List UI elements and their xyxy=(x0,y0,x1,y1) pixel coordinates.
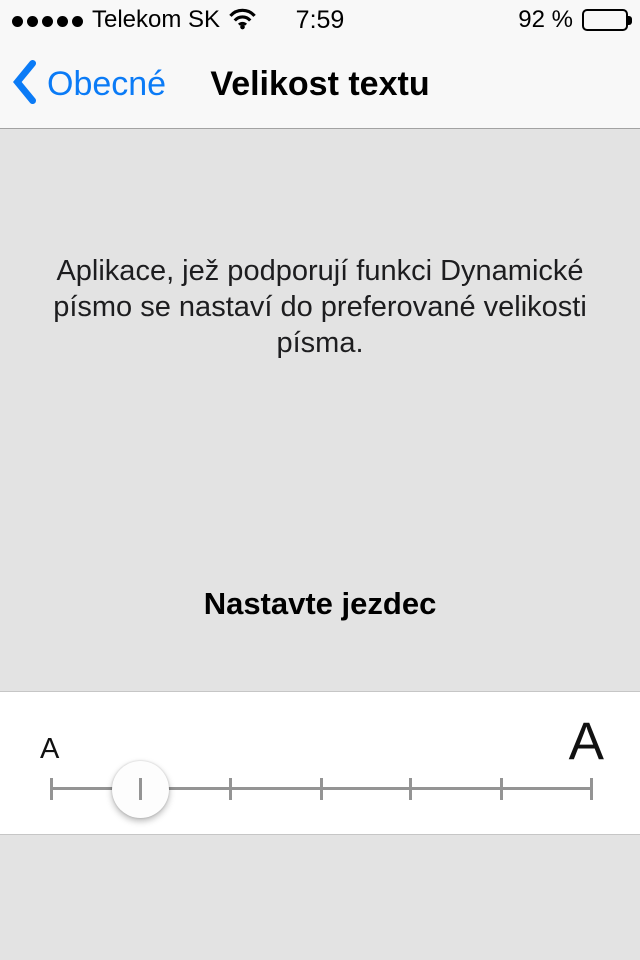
slider-tick xyxy=(409,778,412,800)
text-size-slider-track[interactable] xyxy=(51,778,591,800)
signal-dot xyxy=(42,16,53,27)
signal-dot xyxy=(57,16,68,27)
slider-tick xyxy=(320,778,323,800)
slider-tick xyxy=(500,778,503,800)
description-text xyxy=(40,253,600,361)
wifi-icon xyxy=(228,7,257,37)
status-bar-time: 7:59 xyxy=(295,5,345,34)
slider-tick xyxy=(229,778,232,800)
navigation-bar xyxy=(0,40,640,129)
page-title: Velikost textu xyxy=(210,64,430,103)
content-area xyxy=(0,129,640,960)
battery-icon xyxy=(582,9,628,31)
cell-signal-icon xyxy=(12,16,83,27)
signal-dot xyxy=(27,16,38,27)
slider-tick xyxy=(50,778,53,800)
signal-dot xyxy=(72,16,83,27)
instruction-label: Nastavte jezdec xyxy=(203,586,437,621)
back-button-label: Obecné xyxy=(47,64,167,103)
battery-percent-label: 92 % xyxy=(518,6,573,33)
carrier-label: Telekom SK xyxy=(92,6,221,33)
small-text-size-label: A xyxy=(40,733,60,765)
slider-tick xyxy=(590,778,593,800)
back-chevron-icon xyxy=(13,59,36,110)
slider-tick xyxy=(139,778,142,800)
back-button[interactable] xyxy=(13,40,166,128)
description-line: písma. xyxy=(276,327,364,359)
signal-dot xyxy=(12,16,23,27)
large-text-size-label: A xyxy=(568,712,604,771)
text-size-slider-panel xyxy=(0,691,640,835)
description-line: písmo se nastaví do preferované velikosti xyxy=(53,291,587,323)
description-line: Aplikace, jež podporují funkci Dynamické xyxy=(56,255,584,287)
status-bar xyxy=(0,0,640,40)
